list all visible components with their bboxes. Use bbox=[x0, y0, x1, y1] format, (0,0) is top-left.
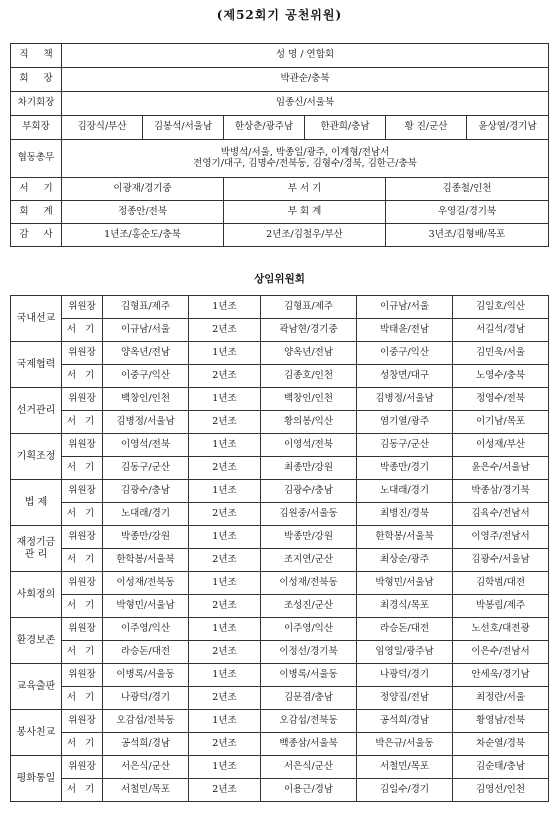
member-cell: 오감섭/전북동 bbox=[261, 710, 357, 733]
role-cell: 서 기 bbox=[62, 365, 103, 388]
coop-row bbox=[11, 140, 549, 178]
vice-row bbox=[11, 116, 549, 140]
role-cell: 서 기 bbox=[62, 549, 103, 572]
name-cell: 오감섭/전북동 bbox=[103, 710, 189, 733]
secretary-row bbox=[11, 178, 549, 201]
chair-row bbox=[11, 68, 549, 92]
committee-name: 기획조정 bbox=[11, 434, 62, 480]
chair-value: 박관순/충북 bbox=[62, 68, 549, 92]
officers-table bbox=[10, 43, 549, 247]
committee-row bbox=[11, 480, 549, 503]
auditor-row bbox=[11, 224, 549, 247]
committee-row bbox=[11, 756, 549, 779]
role-cell: 위원장 bbox=[62, 434, 103, 457]
member-cell: 서철민/목포 bbox=[357, 756, 453, 779]
member-cell: 김학범/대전 bbox=[453, 572, 549, 595]
member-cell: 황의봉/익산 bbox=[261, 411, 357, 434]
member-cell: 김육수/전남서 bbox=[453, 503, 549, 526]
member-cell: 나광덕/경기 bbox=[357, 664, 453, 687]
auditor-value: 2년조/김철우/부산 bbox=[224, 224, 386, 247]
member-cell: 박종만/경기 bbox=[357, 457, 453, 480]
committee-name: 선거관리 bbox=[11, 388, 62, 434]
member-cell: 최종만/강원 bbox=[261, 457, 357, 480]
member-cell: 윤은수/서울남 bbox=[453, 457, 549, 480]
term-cell: 2년조 bbox=[189, 641, 261, 664]
member-cell: 박태윤/전남 bbox=[357, 319, 453, 342]
member-cell: 정양집/전남 bbox=[357, 687, 453, 710]
secretary-label: 서 기 bbox=[11, 178, 62, 201]
term-cell: 2년조 bbox=[189, 503, 261, 526]
member-cell: 박종삼/경기북 bbox=[453, 480, 549, 503]
member-cell: 박은규/서울동 bbox=[357, 733, 453, 756]
name-cell: 이규남/서울 bbox=[103, 319, 189, 342]
committee-row bbox=[11, 526, 549, 549]
committee-row bbox=[11, 618, 549, 641]
member-cell: 최병진/경북 bbox=[357, 503, 453, 526]
role-cell: 서 기 bbox=[62, 733, 103, 756]
role-cell: 서 기 bbox=[62, 411, 103, 434]
member-cell: 김민욱/서울 bbox=[453, 342, 549, 365]
member-cell: 염기열/광주 bbox=[357, 411, 453, 434]
role-cell: 위원장 bbox=[62, 526, 103, 549]
committee-name: 환경보존 bbox=[11, 618, 62, 664]
role-cell: 위원장 bbox=[62, 296, 103, 319]
term-cell: 1년조 bbox=[189, 756, 261, 779]
member-cell: 이은수/전남서 bbox=[453, 641, 549, 664]
role-cell: 서 기 bbox=[62, 595, 103, 618]
member-cell: 김문겸/충남 bbox=[261, 687, 357, 710]
member-cell: 이병록/서울동 bbox=[261, 664, 357, 687]
member-cell: 김순태/충남 bbox=[453, 756, 549, 779]
committee-row bbox=[11, 572, 549, 595]
committee-row bbox=[11, 342, 549, 365]
member-cell: 김영선/인천 bbox=[453, 779, 549, 802]
committee-row bbox=[11, 641, 549, 664]
treasurer-label: 회 계 bbox=[11, 201, 62, 224]
name-cell: 박형민/서울남 bbox=[103, 595, 189, 618]
header-row bbox=[11, 44, 549, 68]
committee-row bbox=[11, 733, 549, 756]
member-cell: 박봉림/제주 bbox=[453, 595, 549, 618]
member-cell: 김일호/익산 bbox=[453, 296, 549, 319]
member-cell: 김원중/서울동 bbox=[261, 503, 357, 526]
committee-name: 국제협력 bbox=[11, 342, 62, 388]
role-cell: 위원장 bbox=[62, 480, 103, 503]
role-cell: 위원장 bbox=[62, 342, 103, 365]
member-cell: 곽남현/경기중 bbox=[261, 319, 357, 342]
committee-row bbox=[11, 503, 549, 526]
next-chair-value: 임종신/서울북 bbox=[62, 92, 549, 116]
vice-name: 한관희/충남 bbox=[305, 116, 386, 140]
member-cell: 서은식/군산 bbox=[261, 756, 357, 779]
name-cell: 이병록/서울동 bbox=[103, 664, 189, 687]
term-cell: 2년조 bbox=[189, 687, 261, 710]
member-cell: 조지연/군산 bbox=[261, 549, 357, 572]
role-cell: 서 기 bbox=[62, 319, 103, 342]
term-cell: 2년조 bbox=[189, 411, 261, 434]
member-cell: 라승돈/대전 bbox=[357, 618, 453, 641]
standing-committee-title: 상임위원회 bbox=[254, 273, 305, 285]
role-cell: 서 기 bbox=[62, 687, 103, 710]
treasurer-row bbox=[11, 201, 549, 224]
member-cell: 김광수/서울남 bbox=[453, 549, 549, 572]
term-cell: 1년조 bbox=[189, 526, 261, 549]
name-cell: 서은식/군산 bbox=[103, 756, 189, 779]
committee-row bbox=[11, 595, 549, 618]
committee-row bbox=[11, 687, 549, 710]
committee-name: 국내선교 bbox=[11, 296, 62, 342]
treasurer-value: 정종안/전북 bbox=[62, 201, 224, 224]
committee-row bbox=[11, 664, 549, 687]
sub-secretary-label: 부 서 기 bbox=[224, 178, 386, 201]
member-cell: 박종만/강원 bbox=[261, 526, 357, 549]
committee-name: 평화통일 bbox=[11, 756, 62, 802]
member-cell: 이성재/부산 bbox=[453, 434, 549, 457]
committee-row bbox=[11, 710, 549, 733]
member-cell: 최정란/서울 bbox=[453, 687, 549, 710]
committee-row bbox=[11, 411, 549, 434]
document-title: (제52회기 공천위원) bbox=[216, 8, 343, 22]
member-cell: 최상순/광주 bbox=[357, 549, 453, 572]
name-cell: 노대래/경기 bbox=[103, 503, 189, 526]
term-cell: 2년조 bbox=[189, 595, 261, 618]
role-cell: 위원장 bbox=[62, 618, 103, 641]
name-header: 성 명 / 연합회 bbox=[62, 44, 549, 68]
member-cell: 조성진/군산 bbox=[261, 595, 357, 618]
vice-name: 한상춘/광주남 bbox=[224, 116, 305, 140]
role-cell: 서 기 bbox=[62, 503, 103, 526]
name-cell: 양옥년/전남 bbox=[103, 342, 189, 365]
secretary-value: 이광재/경기중 bbox=[62, 178, 224, 201]
member-cell: 이기남/목포 bbox=[453, 411, 549, 434]
name-cell: 한학봉/서울북 bbox=[103, 549, 189, 572]
member-cell: 정영수/전북 bbox=[453, 388, 549, 411]
term-cell: 1년조 bbox=[189, 664, 261, 687]
committee-row bbox=[11, 549, 549, 572]
role-cell: 서 기 bbox=[62, 641, 103, 664]
term-cell: 1년조 bbox=[189, 572, 261, 595]
name-cell: 공석희/경남 bbox=[103, 733, 189, 756]
next-chair-row bbox=[11, 92, 549, 116]
role-cell: 위원장 bbox=[62, 388, 103, 411]
sub-treasurer-value: 우영길/경기북 bbox=[386, 201, 549, 224]
auditor-label: 감 사 bbox=[11, 224, 62, 247]
name-cell: 김광수/충남 bbox=[103, 480, 189, 503]
member-cell: 이용근/경남 bbox=[261, 779, 357, 802]
name-cell: 박종만/강원 bbox=[103, 526, 189, 549]
term-cell: 1년조 bbox=[189, 618, 261, 641]
committee-name: 법 제 bbox=[11, 480, 62, 526]
role-cell: 위원장 bbox=[62, 572, 103, 595]
member-cell: 백종삼/서울북 bbox=[261, 733, 357, 756]
sub-secretary-value: 김종철/인천 bbox=[386, 178, 549, 201]
member-cell: 최경식/목포 bbox=[357, 595, 453, 618]
term-cell: 2년조 bbox=[189, 779, 261, 802]
term-cell: 1년조 bbox=[189, 434, 261, 457]
member-cell: 공석희/경남 bbox=[357, 710, 453, 733]
member-cell: 김광수/충남 bbox=[261, 480, 357, 503]
role-cell: 서 기 bbox=[62, 457, 103, 480]
committee-row bbox=[11, 319, 549, 342]
member-cell: 서길석/경남 bbox=[453, 319, 549, 342]
term-cell: 2년조 bbox=[189, 319, 261, 342]
member-cell: 박형민/서울남 bbox=[357, 572, 453, 595]
member-cell: 양옥년/전남 bbox=[261, 342, 357, 365]
member-cell: 안세욱/경기남 bbox=[453, 664, 549, 687]
member-cell: 이성재/전북동 bbox=[261, 572, 357, 595]
committee-row bbox=[11, 388, 549, 411]
member-cell: 이규남/서울 bbox=[357, 296, 453, 319]
auditor-value: 1년조/홍순도/충북 bbox=[62, 224, 224, 247]
committee-row bbox=[11, 365, 549, 388]
term-cell: 1년조 bbox=[189, 710, 261, 733]
member-cell: 한학봉/서울북 bbox=[357, 526, 453, 549]
member-cell: 황영남/전북 bbox=[453, 710, 549, 733]
member-cell: 성창면/대구 bbox=[357, 365, 453, 388]
name-cell: 김동구/군산 bbox=[103, 457, 189, 480]
committee-name: 사회정의 bbox=[11, 572, 62, 618]
term-cell: 2년조 bbox=[189, 733, 261, 756]
member-cell: 김형표/제주 bbox=[261, 296, 357, 319]
next-chair-label: 차기회장 bbox=[11, 92, 62, 116]
name-cell: 이중구/익산 bbox=[103, 365, 189, 388]
term-cell: 1년조 bbox=[189, 480, 261, 503]
term-cell: 2년조 bbox=[189, 365, 261, 388]
chair-label: 회 장 bbox=[11, 68, 62, 92]
coop-line-1: 박병석/서울, 박종일/광주, 이계형/전남서 bbox=[220, 146, 390, 158]
member-cell: 김병정/서울남 bbox=[357, 388, 453, 411]
name-cell: 서철민/목포 bbox=[103, 779, 189, 802]
committee-name: 교육출판 bbox=[11, 664, 62, 710]
sub-treasurer-label: 부 회 계 bbox=[224, 201, 386, 224]
member-cell: 김일수/경기 bbox=[357, 779, 453, 802]
role-cell: 서 기 bbox=[62, 779, 103, 802]
member-cell: 이영주/전남서 bbox=[453, 526, 549, 549]
name-cell: 김형표/제주 bbox=[103, 296, 189, 319]
committee-row bbox=[11, 296, 549, 319]
term-cell: 2년조 bbox=[189, 549, 261, 572]
committee-row bbox=[11, 434, 549, 457]
member-cell: 이주영/익산 bbox=[261, 618, 357, 641]
coop-line-2: 전영기/대구, 김명수/전북동, 김형수/경북, 김한근/충북 bbox=[193, 157, 417, 169]
term-cell: 1년조 bbox=[189, 388, 261, 411]
vice-name: 윤상열/경기남 bbox=[467, 116, 549, 140]
vice-label: 부회장 bbox=[11, 116, 62, 140]
role-cell: 위원장 bbox=[62, 664, 103, 687]
coop-label: 협동총무 bbox=[11, 140, 62, 178]
committee-row bbox=[11, 457, 549, 480]
member-cell: 김종호/인천 bbox=[261, 365, 357, 388]
member-cell: 이영석/전북 bbox=[261, 434, 357, 457]
member-cell: 차순열/경북 bbox=[453, 733, 549, 756]
vice-name: 김봉석/서울남 bbox=[143, 116, 224, 140]
committee-name: 재정기금 관 리 bbox=[11, 526, 62, 572]
name-cell: 나광덕/경기 bbox=[103, 687, 189, 710]
role-cell: 위원장 bbox=[62, 710, 103, 733]
vice-name: 김장식/부산 bbox=[62, 116, 143, 140]
name-cell: 백창인/인천 bbox=[103, 388, 189, 411]
member-cell: 이중구/익산 bbox=[357, 342, 453, 365]
position-header: 직 책 bbox=[11, 44, 62, 68]
name-cell: 라승돈/대전 bbox=[103, 641, 189, 664]
vice-name: 황 진/군산 bbox=[386, 116, 467, 140]
member-cell: 임영일/광주남 bbox=[357, 641, 453, 664]
auditor-value: 3년조/김형배/목포 bbox=[386, 224, 549, 247]
name-cell: 이영석/전북 bbox=[103, 434, 189, 457]
name-cell: 이성재/전북동 bbox=[103, 572, 189, 595]
member-cell: 노선호/대전광 bbox=[453, 618, 549, 641]
term-cell: 1년조 bbox=[189, 342, 261, 365]
member-cell: 백창인/인천 bbox=[261, 388, 357, 411]
coop-value bbox=[62, 140, 549, 178]
committee-row bbox=[11, 779, 549, 802]
member-cell: 이정선/경기북 bbox=[261, 641, 357, 664]
name-cell: 김병정/서울남 bbox=[103, 411, 189, 434]
member-cell: 노대래/경기 bbox=[357, 480, 453, 503]
committee-name: 봉사친교 bbox=[11, 710, 62, 756]
role-cell: 위원장 bbox=[62, 756, 103, 779]
committee-table bbox=[10, 295, 549, 802]
term-cell: 2년조 bbox=[189, 457, 261, 480]
member-cell: 노영수/충북 bbox=[453, 365, 549, 388]
name-cell: 이주영/익산 bbox=[103, 618, 189, 641]
term-cell: 1년조 bbox=[189, 296, 261, 319]
member-cell: 김동구/군산 bbox=[357, 434, 453, 457]
